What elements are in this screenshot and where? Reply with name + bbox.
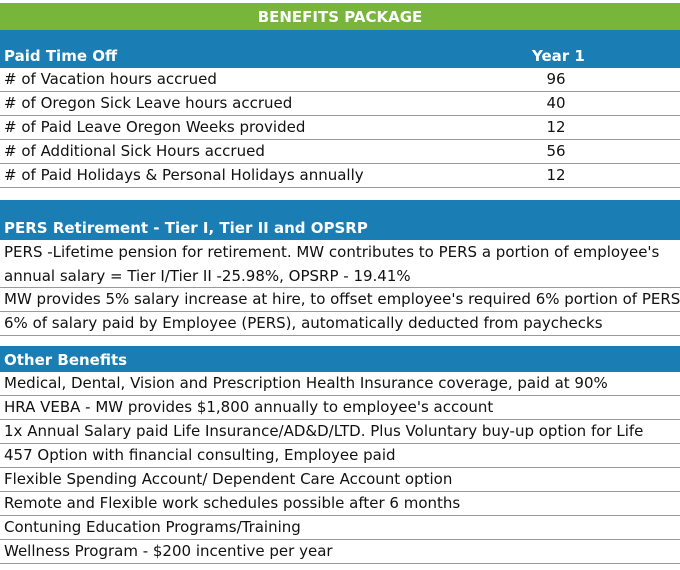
other-row [0,492,680,516]
pto-row-value: 96 [546,70,566,88]
pto-row [0,140,680,164]
pto-row [0,92,680,116]
other-row [0,516,680,540]
other-row-label: Medical, Dental, Vision and Prescription Health Insurance coverage, paid at 90% [4,374,608,392]
other-row-label: HRA VEBA - MW provides $1,800 annually to employee's account [4,398,494,416]
pto-row [0,68,680,92]
other-row-label: 1x Annual Salary paid Life Insurance/AD&D/LTD. Plus Voluntary buy-up option for Life [4,422,644,440]
pto-row-value: 56 [546,142,566,160]
pto-row-value: 40 [546,94,566,112]
other-row-label: Flexible Spending Account/ Dependent Care Account option [4,470,453,488]
pto-row-label: # of Oregon Sick Leave hours accrued [4,94,293,112]
year-1-header: Year 1 [532,47,585,65]
pto-row-label: # of Paid Leave Oregon Weeks provided [4,118,306,136]
pers-row [0,240,680,288]
other-row [0,396,680,420]
pers-row-label: 6% of salary paid by Employee (PERS), automatically deducted from paychecks [4,314,603,332]
pto-row-label: # of Vacation hours accrued [4,70,217,88]
other-row-label: Remote and Flexible work schedules possible after 6 months [4,494,461,512]
other-row [0,540,680,564]
other-row [0,372,680,396]
other-row [0,444,680,468]
other-row-label: Contuning Education Programs/Training [4,518,301,536]
pers-row-label: MW provides 5% salary increase at hire, to offset employee's required 6% portion of PERS [4,290,680,308]
pers-row [0,288,680,312]
pto-row-label: # of Paid Holidays & Personal Holidays annually [4,166,364,184]
pto-row-value: 12 [546,118,566,136]
pers-row-label: PERS -Lifetime pension for retirement. MW contributes to PERS a portion of employee's annual salary = Tier I/Tier II -25.98%, OPSRP - 19.41% [4,243,660,285]
pto-header-label: Paid Time Off [4,47,118,65]
pto-row [0,116,680,140]
pto-row [0,164,680,188]
pers-section-header [0,200,680,240]
pers-header-label: PERS Retirement - Tier I, Tier II and OPSRP [4,219,368,237]
other-header-label: Other Benefits [4,351,128,369]
page-title: BENEFITS PACKAGE [0,3,680,30]
other-row-label: Wellness Program - $200 incentive per year [4,542,333,560]
other-section-header [0,346,680,372]
pers-row [0,312,680,336]
pto-section-header [0,30,680,68]
other-row-label: 457 Option with financial consulting, Employee paid [4,446,396,464]
other-row [0,468,680,492]
pto-row-label: # of Additional Sick Hours accrued [4,142,265,160]
other-row [0,420,680,444]
pto-row-value: 12 [546,166,566,184]
